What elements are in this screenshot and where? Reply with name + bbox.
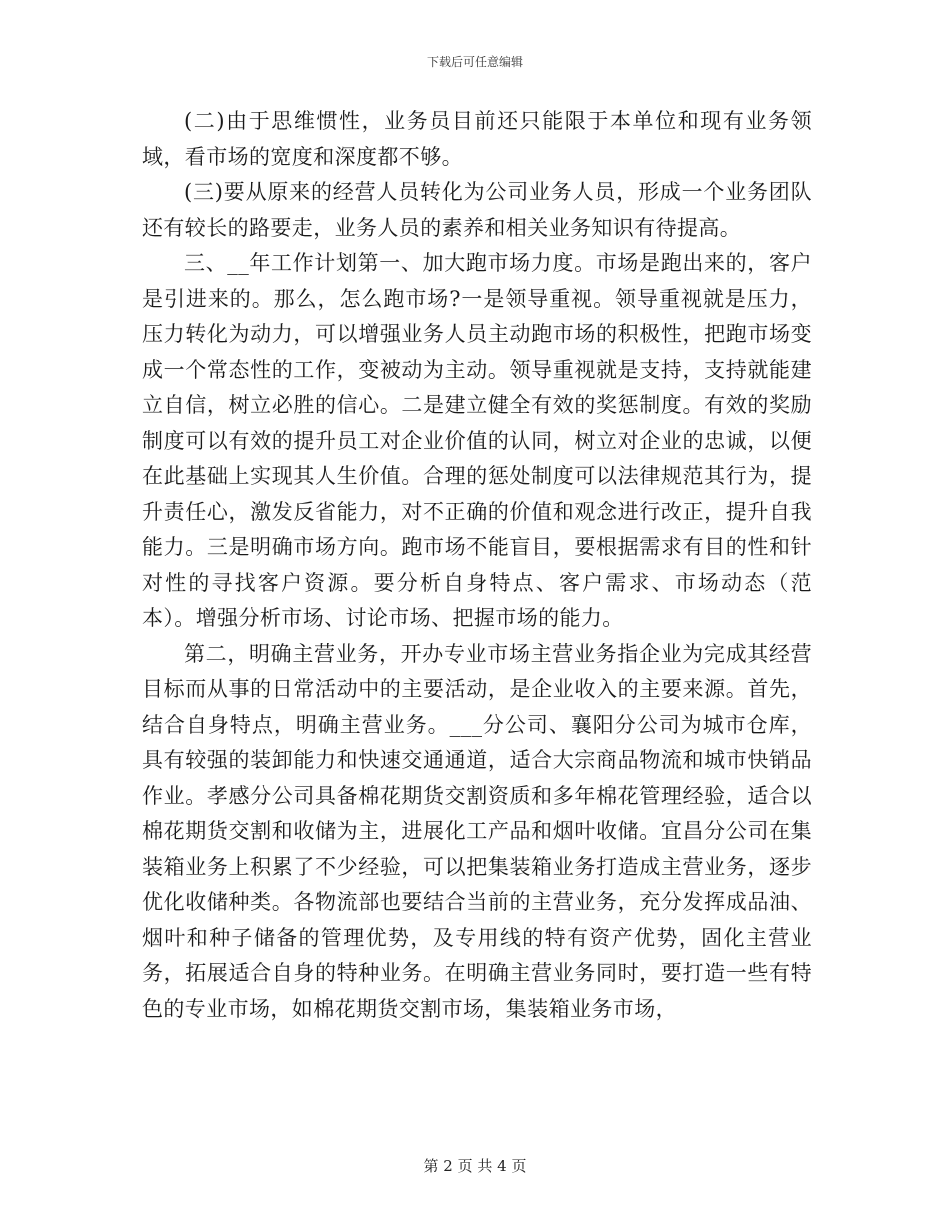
paragraph-2: (二)由于思维惯性，业务员目前还只能限于本单位和现有业务领域，看市场的宽度和深度都不够。 [142,109,812,169]
page-number: 第 2 页 共 4 页 [423,1157,527,1175]
page-header: 下载后可任意编辑 [426,55,523,69]
paragraph-3: (三)要从原来的经营人员转化为公司业务人员，形成一个业务团队还有较长的路要走，业务人员的素养和相关业务知识有待提高。 [142,180,812,240]
paragraph-work-plan: 三、__年工作计划第一、加大跑市场力度。市场是跑出来的，客户是引进来的。那么，怎么跑市场?一是领导重视。领导重视就是压力，压力转化为动力，可以增强业务人员主动跑市场的积极性，把跑市场变成一个常态性的工作，变被动为主动。领导重视就是支持，支持就能建立自信，树立必胜的信心。二是建立健全有效的奖惩制度。有效的奖励制度可以有效的提升员工对企业价值的认同，树立对企业的忠诚，以便在此基础上实现其人生价值。合理的惩处制度可以法律规范其行为，提升责任心，激发反省能力，对不正确的价值和观念进行改正，提升自我能力。三是明确市场方向。跑市场不能盲目，要根据需求有目的性和针对性的寻找客户资源。要分析自身特点、客户需求、市场动态（范本）。增强分析市场、讨论市场、把握市场的能力。 [142,251,812,630]
document-body [142,104,812,1027]
paragraph-main-business: 第二，明确主营业务，开办专业市场主营业务指企业为完成其经营目标而从事的日常活动中的主要活动，是企业收入的主要来源。首先，结合自身特点，明确主营业务。___分公司、襄阳分公司为城市仓库，具有较强的装卸能力和快速交通通道，适合大宗商品物流和城市快销品作业。孝感分公司具备棉花期货交割资质和多年棉花管理经验，适合以棉花期货交割和收储为主，进展化工产品和烟叶收储。宜昌分公司在集装箱业务上积累了不少经验，可以把集装箱业务打造成主营业务，逐步优化收储种类。各物流部也要结合当前的主营业务，充分发挥成品油、烟叶和种子储备的管理优势，及专用线的特有资产优势，固化主营业务，拓展适合自身的特种业务。在明确主营业务同时，要打造一些有特色的专业市场，如棉花期货交割市场，集装箱业务市场， [142,641,812,1021]
